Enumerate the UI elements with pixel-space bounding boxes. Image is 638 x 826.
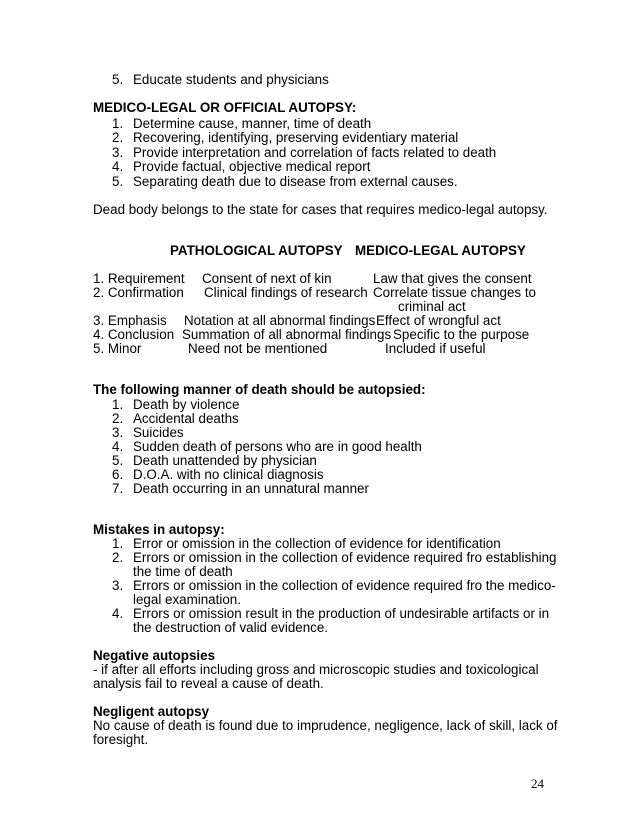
section-heading: The following manner of death should be autopsied: xyxy=(93,382,426,397)
paragraph: Dead body belongs to the state for cases that requires medico-legal autopsy. xyxy=(93,202,548,217)
column-header-medico-legal: MEDICO-LEGAL AUTOPSY xyxy=(355,243,526,258)
list-number: 2. xyxy=(112,411,124,426)
list-number: 1. xyxy=(112,536,124,551)
list-number: 7. xyxy=(112,481,124,496)
list-number: 5. xyxy=(112,453,124,468)
row-label: 1. Requirement xyxy=(93,271,185,286)
list-number: 4. xyxy=(112,159,124,174)
section-heading: Mistakes in autopsy: xyxy=(93,522,225,537)
list-text: Death unattended by physician xyxy=(133,453,317,468)
list-number: 5. xyxy=(112,72,124,87)
section-heading: Negligent autopsy xyxy=(93,704,210,719)
pathological-cell: Notation at all abnormal findings xyxy=(184,313,376,328)
column-header-pathological: PATHOLOGICAL AUTOPSY xyxy=(170,243,343,258)
list-text: Errors or omission result in the production of undesirable artifacts or in xyxy=(133,606,550,621)
medico-legal-cell-continued: criminal act xyxy=(398,299,466,314)
row-label: 2. Confirmation xyxy=(93,285,184,300)
medico-legal-cell: Correlate tissue changes to xyxy=(373,285,537,300)
list-text: Recovering, identifying, preserving evidentiary material xyxy=(133,130,459,145)
section-heading: Negative autopsies xyxy=(93,648,216,663)
row-label: 4. Conclusion xyxy=(93,327,175,342)
pathological-cell: Consent of next of kin xyxy=(202,271,332,286)
medico-legal-cell: Included if useful xyxy=(385,341,486,356)
list-text: Educate students and physicians xyxy=(133,72,329,87)
section-heading: MEDICO-LEGAL OR OFFICIAL AUTOPSY: xyxy=(93,100,357,115)
list-number: 1. xyxy=(112,116,124,131)
list-text: Accidental deaths xyxy=(133,411,239,426)
list-text-continued: legal examination. xyxy=(133,592,241,607)
list-text: Suicides xyxy=(133,425,184,440)
paragraph-line: - if after all efforts including gross and microscopic studies and toxicological xyxy=(93,662,539,677)
medico-legal-cell: Specific to the purpose xyxy=(393,327,530,342)
list-number: 4. xyxy=(112,606,124,621)
list-number: 2. xyxy=(112,550,124,565)
list-text: Determine cause, manner, time of death xyxy=(133,116,372,131)
page-number: 24 xyxy=(531,776,544,791)
paragraph-line: analysis fail to reveal a cause of death. xyxy=(93,676,324,691)
list-number: 1. xyxy=(112,397,124,412)
list-number: 3. xyxy=(112,425,124,440)
pathological-cell: Clinical findings of research xyxy=(204,285,368,300)
list-text: Errors or omission in the collection of evidence required fro establishing xyxy=(133,550,557,565)
list-number: 6. xyxy=(112,467,124,482)
row-label: 3. Emphasis xyxy=(93,313,167,328)
row-label: 5. Minor xyxy=(93,341,142,356)
paragraph-line: foresight. xyxy=(93,732,149,747)
list-text: Errors or omission in the collection of evidence required fro the medico- xyxy=(133,578,556,593)
list-text: Separating death due to disease from external causes. xyxy=(133,174,458,189)
list-text-continued: the time of death xyxy=(133,564,233,579)
list-number: 5. xyxy=(112,174,124,189)
medico-legal-cell: Effect of wrongful act xyxy=(376,313,501,328)
list-number: 3. xyxy=(112,578,124,593)
list-text: Sudden death of persons who are in good health xyxy=(133,439,422,454)
pathological-cell: Need not be mentioned xyxy=(188,341,328,356)
list-text: Death occurring in an unnatural manner xyxy=(133,481,369,496)
list-text: Error or omission in the collection of evidence for identification xyxy=(133,536,501,551)
list-number: 4. xyxy=(112,439,124,454)
list-text-continued: the destruction of valid evidence. xyxy=(133,620,329,635)
medico-legal-cell: Law that gives the consent xyxy=(373,271,532,286)
list-text: Provide factual, objective medical report xyxy=(133,159,371,174)
list-text: D.O.A. with no clinical diagnosis xyxy=(133,467,324,482)
pathological-cell: Summation of all abnormal findings xyxy=(182,327,392,342)
paragraph-line: No cause of death is found due to imprudence, negligence, lack of skill, lack of xyxy=(93,718,558,733)
list-number: 3. xyxy=(112,145,124,160)
list-number: 2. xyxy=(112,130,124,145)
list-text: Provide interpretation and correlation of facts related to death xyxy=(133,145,497,160)
list-text: Death by violence xyxy=(133,397,240,412)
